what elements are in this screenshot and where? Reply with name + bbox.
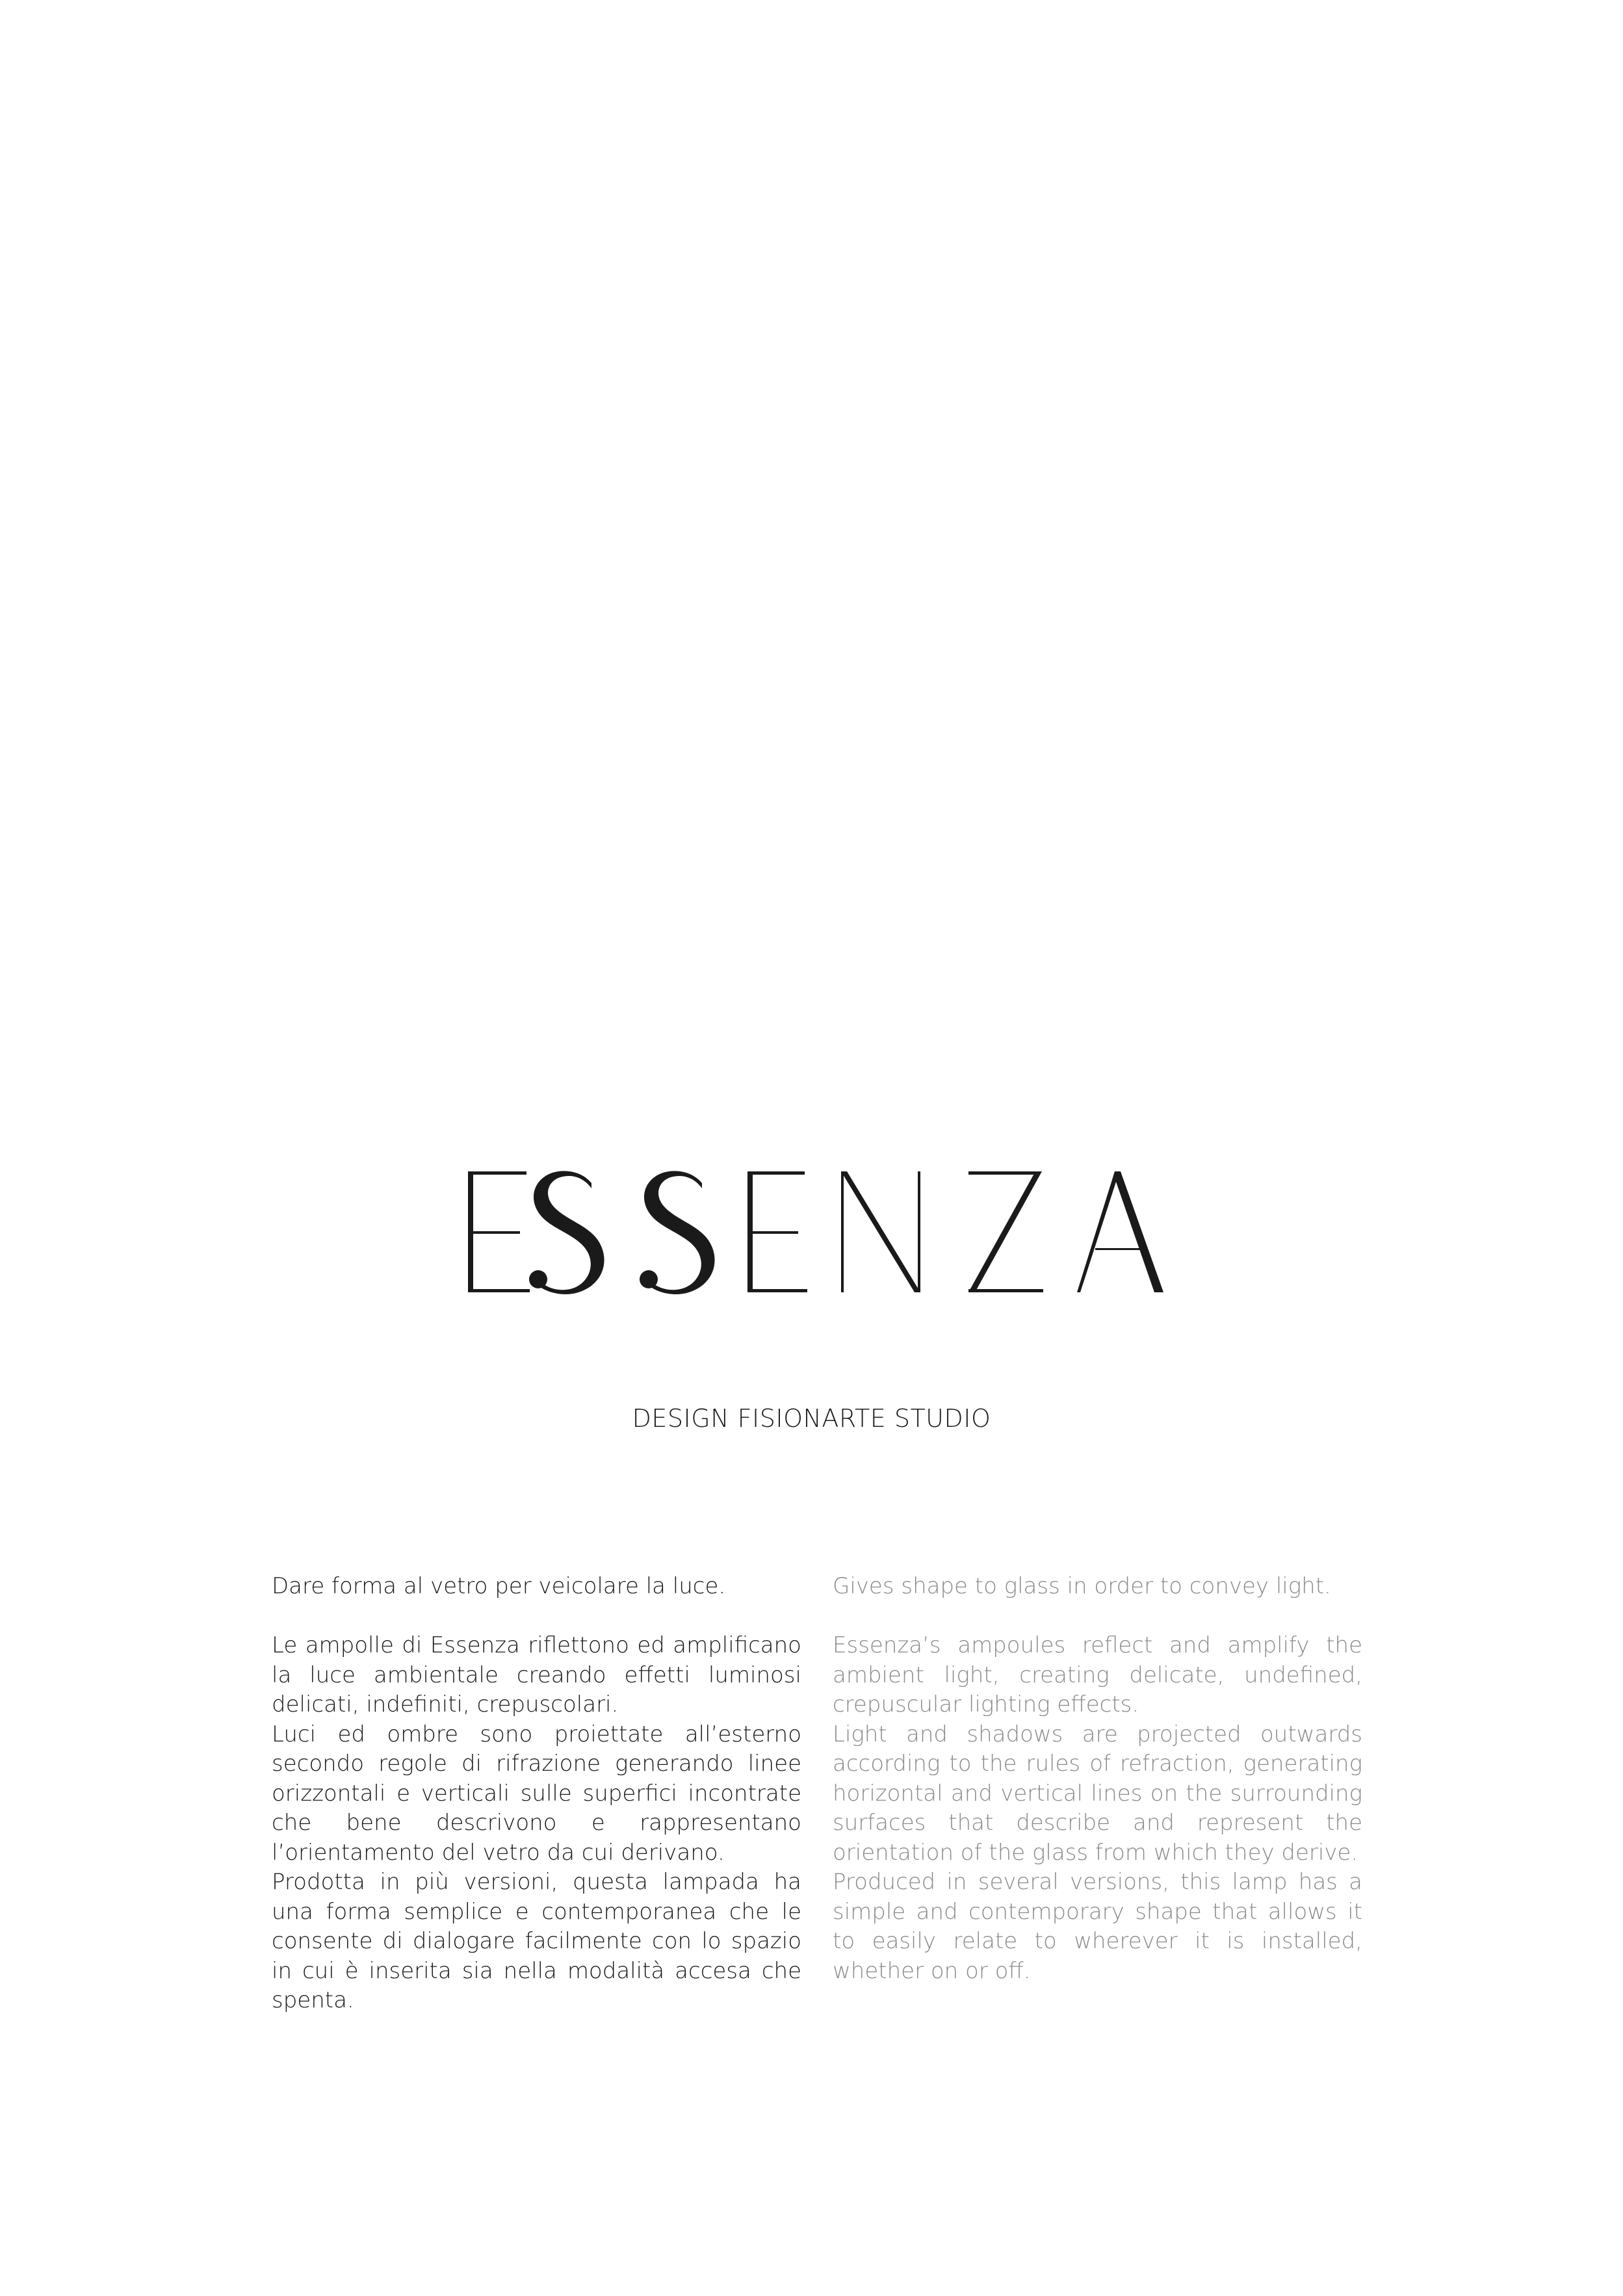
- italian-paragraph: Luci ed ombre sono proiettate all’esterno secondo regole di rifrazione generando linee orizzontali e verticali sulle superfici incontrate che bene descrivono e rappresentano l’orientamento del vetro da cui derivano.: [272, 1721, 801, 1866]
- english-paragraph: Essenza’s ampoules reflect and amplify the ambient light, creating delicate, undefined, crepuscular lighting effects.: [833, 1632, 1362, 1717]
- italian-paragraph: Le ampolle di Essenza riflettono ed amplificano la luce ambientale creando effetti luminosi delicati, indefiniti, crepuscolari.: [272, 1632, 801, 1717]
- english-lead: Gives shape to glass in order to convey light.: [833, 1573, 1331, 1599]
- italian-lead: Dare forma al vetro per veicolare la luce.: [272, 1573, 726, 1599]
- design-credit: DESIGN FISIONARTE STUDIO: [632, 1404, 991, 1433]
- english-description: [833, 1572, 1362, 1986]
- english-paragraph: Produced in several versions, this lamp has a simple and contemporary shape that allows it to easily relate to wherever it is installed, whether on or off.: [833, 1869, 1362, 1984]
- english-paragraph: Light and shadows are projected outwards according to the rules of refraction, generating horizontal and vertical lines on the surrounding surfaces that describe and represent the orientation of the glass from which they derive.: [833, 1721, 1362, 1866]
- italian-paragraph: Prodotta in più versioni, questa lampada ha una forma semplice e contemporanea che le consente di dialogare facilmente con lo spazio in cui è inserita sia nella modalità accesa che spenta.: [272, 1869, 801, 2013]
- essenza-logo: [455, 1164, 1170, 1300]
- italian-description: [272, 1572, 801, 2016]
